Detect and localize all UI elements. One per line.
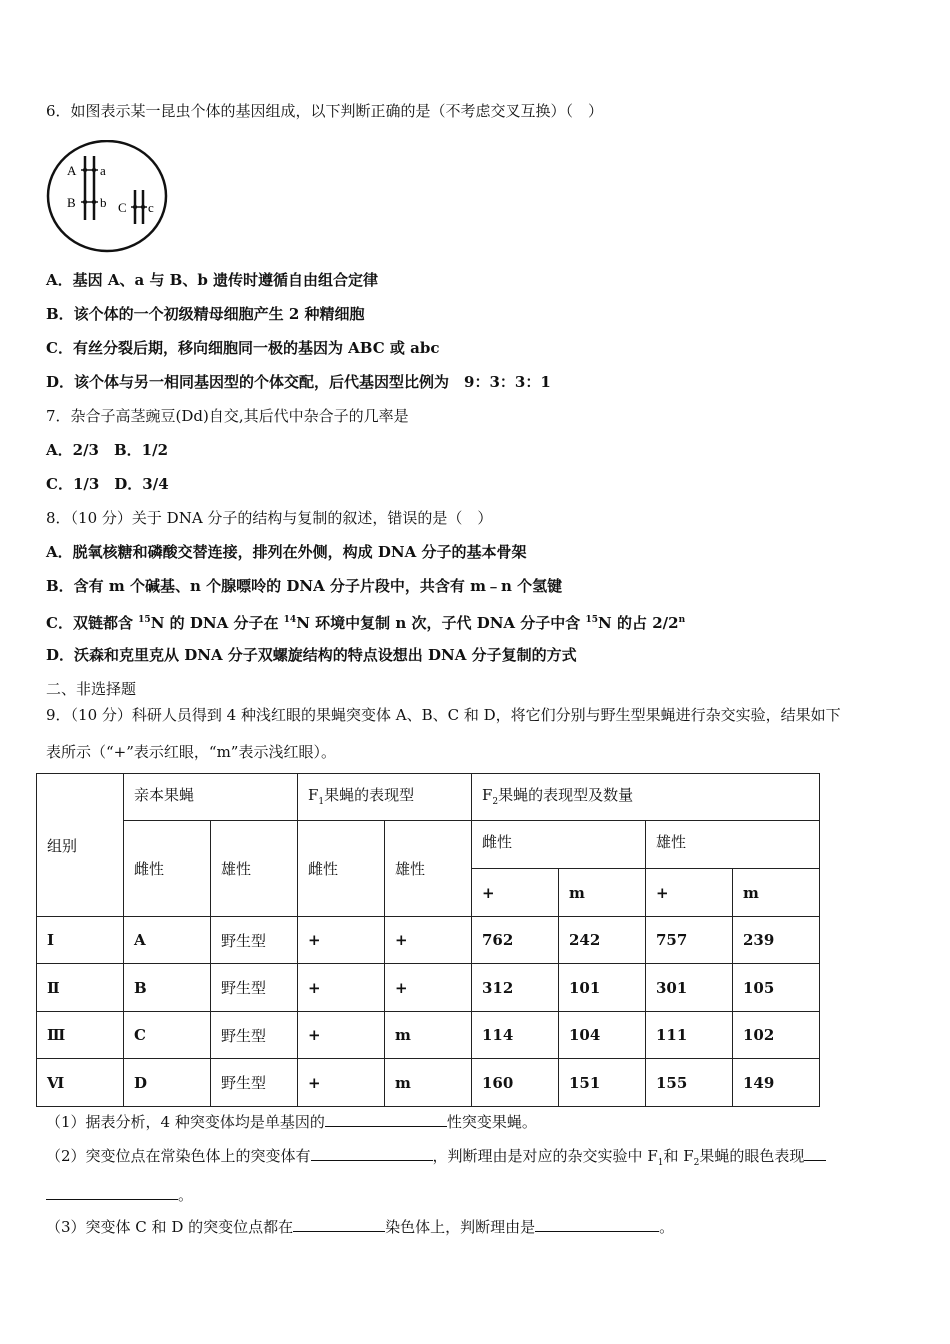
- q6-option-d: D．该个体与另一相同基因型的个体交配，后代基因型比例为 9：3：3：1: [46, 373, 551, 391]
- q8-option-d: D．沃森和克里克从 DNA 分子双螺旋结构的特点设想出 DNA 分子复制的方式: [46, 646, 577, 664]
- answer-blank-3b[interactable]: [46, 1184, 178, 1200]
- q8-c-part1: C．双链都含: [46, 614, 139, 632]
- q9-sub2: （2）突变位点在常染色体上的突变体有 ，判断理由是对应的杂交实验中 $F_1$和 $F_2$果蝇的眼色表现: [46, 1145, 826, 1173]
- table-row: Ⅲ C 野生型 + m 114 104 111 102: [37, 1012, 820, 1059]
- results-table: [36, 773, 820, 1107]
- header-f2-male: 雄性: [646, 821, 820, 869]
- label-b: b: [100, 195, 107, 210]
- header-parents: 亲本果蝇: [124, 774, 298, 821]
- q6-option-a: A．基因 A、a 与 B、b 遗传时遵循自由组合定律: [46, 271, 379, 289]
- answer-blank-2[interactable]: [311, 1145, 433, 1161]
- table-row: Ⅵ D 野生型 + m 160 151 155 149: [37, 1059, 820, 1107]
- q8-option-b: B．含有 m 个碱基、n 个腺嘌呤的 DNA 分子片段中，共含有 m﹣n 个氢键: [46, 577, 563, 595]
- gene-A-dot: [83, 168, 87, 172]
- q6-option-b: B．该个体的一个初级精母细胞产生 2 种精细胞: [46, 305, 365, 323]
- q8-option-a: A．脱氧核糖和磷酸交替连接，排列在外侧，构成 DNA 分子的基本骨架: [46, 543, 527, 561]
- q9-stem-line2: 表所示（“+”表示红眼，“m”表示浅红眼）。: [46, 743, 336, 761]
- header-f1: $F_1$果蝇的表现型: [298, 774, 472, 821]
- q9-stem-line1: 9．（10 分）科研人员得到 4 种浅红眼的果蝇突变体 A、B、C 和 D，将它们分别与野生型果蝇进行杂交实验，结果如下: [46, 706, 841, 724]
- q8-c-part4: N 的占 2/2: [598, 614, 679, 632]
- q8-c-sup2: 14: [283, 615, 297, 625]
- header-f2-male-plus: +: [646, 869, 733, 917]
- header-parent-male: 雄性: [211, 821, 298, 917]
- gene-B-dot: [83, 200, 87, 204]
- header-f2-female: 雌性: [472, 821, 646, 869]
- header-f1-female: 雌性: [298, 821, 385, 917]
- q6-option-c: C．有丝分裂后期，移向细胞同一极的基因为 ABC 或 abc: [46, 339, 440, 357]
- gene-C-dot: [133, 205, 137, 209]
- q8-c-sup3: 15: [585, 615, 599, 625]
- q7-options-row1: A．2/3 B．1/2: [46, 441, 169, 459]
- header-group: 组别: [37, 774, 124, 917]
- header-f2-male-m: m: [733, 869, 820, 917]
- q9-sub3: （3）突变体 C 和 D 的突变位点都在 染色体上，判断理由是 。: [46, 1218, 675, 1236]
- label-C: C: [118, 200, 127, 215]
- q8-c-part2: N 的 DNA 分子在: [150, 614, 284, 632]
- q8-stem: 8．（10 分）关于 DNA 分子的结构与复制的叙述，错误的是（ ）: [46, 509, 493, 527]
- header-f2-female-plus: +: [472, 869, 559, 917]
- label-B: B: [67, 195, 76, 210]
- q8-c-sup4: n: [678, 615, 686, 625]
- header-f2: $F_2$果蝇的表现型及数量: [472, 774, 820, 821]
- q8-c-part3: N 环境中复制 n 次，子代 DNA 分子中含: [296, 614, 586, 632]
- gene-c-dot: [141, 205, 145, 209]
- header-parent-female: 雌性: [124, 821, 211, 917]
- answer-blank-4[interactable]: [293, 1216, 385, 1232]
- section-heading: 二、非选择题: [46, 680, 137, 698]
- q8-c-sup1: 15: [138, 615, 151, 625]
- q8-option-c: [46, 610, 685, 633]
- table-row: Ⅱ B 野生型 + + 312 101 301 105: [37, 964, 820, 1012]
- q9-sub2-cont: 。: [46, 1184, 193, 1205]
- gene-a-dot: [92, 168, 96, 172]
- q9-sub1: （1）据表分析，4 种突变体均是单基因的 性突变果蝇。: [46, 1113, 537, 1131]
- answer-blank-3a[interactable]: [804, 1145, 826, 1161]
- q7-stem: 7．杂合子高茎豌豆(Dd)自交,其后代中杂合子的几率是: [46, 407, 409, 425]
- q7-options-row2: C．1/3 D．3/4: [46, 475, 169, 493]
- table-row: Ⅰ A 野生型 + + 762 242 757 239: [37, 917, 820, 964]
- label-a: a: [100, 163, 106, 178]
- label-A: A: [67, 163, 77, 178]
- cell-outline: [48, 141, 166, 251]
- header-f1-male: 雄性: [385, 821, 472, 917]
- answer-blank-1[interactable]: [325, 1111, 447, 1127]
- chromosome-cell-diagram: [46, 140, 170, 254]
- gene-b-dot: [92, 200, 96, 204]
- header-f2-female-m: m: [559, 869, 646, 917]
- label-c: c: [148, 200, 154, 215]
- q6-stem: 6．如图表示某一昆虫个体的基因组成，以下判断正确的是（不考虑交叉互换）（ ）: [46, 102, 604, 120]
- answer-blank-5[interactable]: [535, 1216, 659, 1232]
